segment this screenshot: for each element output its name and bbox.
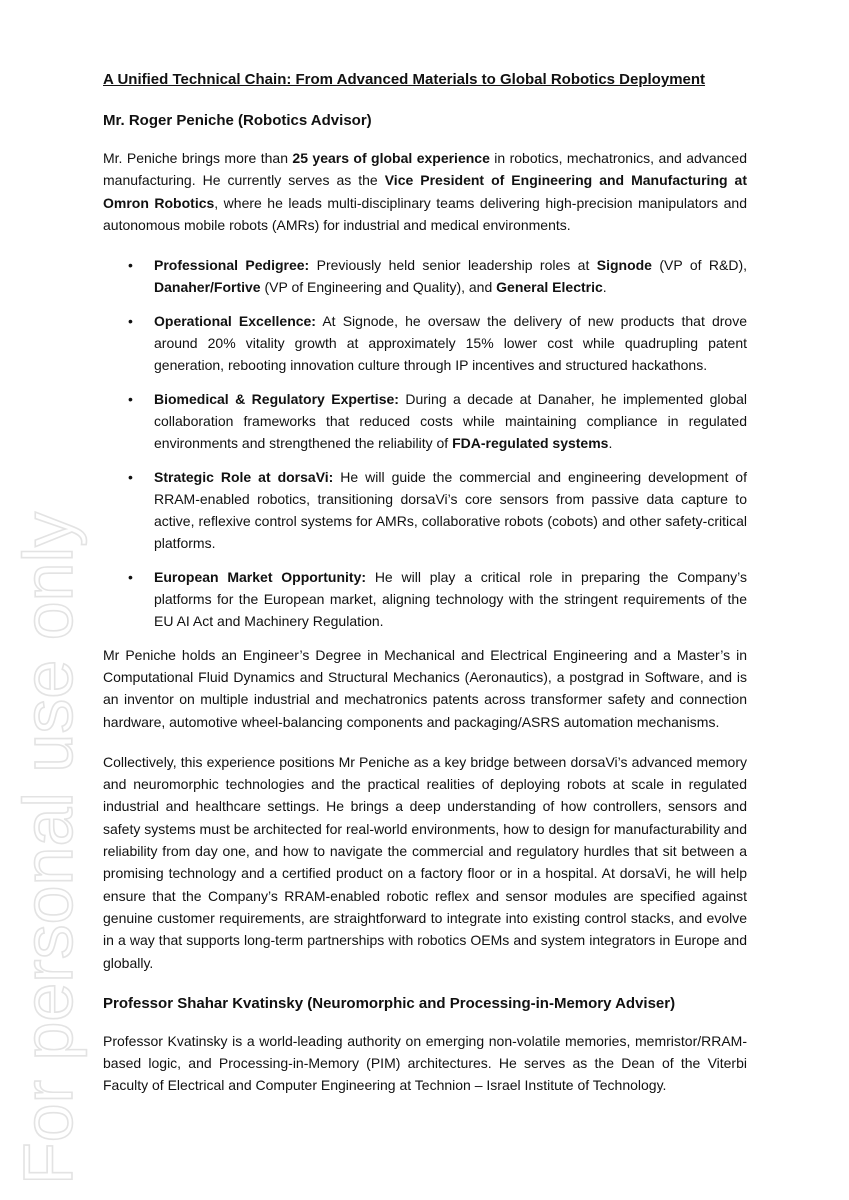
text-run: . xyxy=(602,279,607,296)
bullet-icon: • xyxy=(128,390,133,407)
section-heading-kvatinsky: Professor Shahar Kvatinsky (Neuromorphic and Processing-in-Memory Adviser) xyxy=(103,994,676,1012)
bullet-text xyxy=(154,569,747,630)
peniche-summary-paragraph: Collectively, this experience positions Mr Peniche as a key bridge between dorsaVi’s advanced memory and neuromorphic technologies and the practical realities of deploying robots at scale in regulated industrial and healthcare settings. He brings a deep understanding of how controllers, sensors and safety systems must be architected for real-world environments, how to design for manufacturability and reliability from day one, and how to navigate the commercial and regulatory hurdles that sit between a promising technology and a certified product on a factory floor or in a hospital. At dorsaVi, he will help ensure that the Company’s RRAM-enabled robotic reflex and sensor modules are specified against genuine customer requirements, are straightforward to integrate into existing control stacks, and evolve in a way that supports long-term partnerships with robotics OEMs and system integrators in Europe and globally. xyxy=(103,753,747,971)
document-title: A Unified Technical Chain: From Advanced Materials to Global Robotics Deployment xyxy=(103,71,706,88)
text-run: , where he leads multi-disciplinary teams delivering high-precision manipulators and autonomous mobile robots (AMRs) for industrial and medical environments. xyxy=(103,194,747,233)
list-item xyxy=(103,254,747,299)
bullet-text xyxy=(154,257,747,295)
bold-text-run: 25 years of global experience xyxy=(292,150,490,166)
list-item xyxy=(103,466,747,555)
bullet-icon: • xyxy=(128,312,133,329)
kvatinsky-intro-paragraph: Professor Kvatinsky is a world-leading authority on emerging non-volatile memories, memristor/RRAM-based logic, and Processing-in-Memory (PIM) architectures. He serves as the Dean of the Viterbi Faculty of Electrical and Computer Engineering at Technion – Israel Institute of Technology. xyxy=(103,1032,747,1094)
bold-text-run: Operational Excellence: xyxy=(154,312,316,329)
text-run: During a decade at Danaher, he implemented global collaboration frameworks that reduced costs while maintaining compliance in regulated environments and strengthened the reliability of xyxy=(154,390,747,452)
bold-text-run: Strategic Role at dorsaVi: xyxy=(154,468,334,485)
bullet-text xyxy=(154,313,747,374)
bullet-icon: • xyxy=(128,568,133,585)
bold-text-run: Danaher/Fortive xyxy=(154,279,261,296)
text-run: . xyxy=(608,435,613,452)
text-run: (VP of R&D), xyxy=(651,257,748,274)
bold-text-run: European Market Opportunity: xyxy=(154,568,367,585)
bold-text-run: Professional Pedigree: xyxy=(154,257,310,274)
section-heading-peniche: Mr. Roger Peniche (Robotics Advisor) xyxy=(103,112,372,129)
watermark-text: For personal use only xyxy=(9,511,87,1185)
text-run: in robotics, mechatronics, and advanced manufacturing. He currently serves as the xyxy=(103,150,747,189)
bold-text-run: Biomedical & Regulatory Expertise: xyxy=(154,390,399,407)
peniche-intro-paragraph xyxy=(103,147,747,236)
document-page xyxy=(103,68,747,1115)
peniche-bullet-list xyxy=(103,254,747,632)
list-item xyxy=(103,566,747,633)
text-run: He will guide the commercial and engineering development of RRAM-enabled robotics, transitioning dorsaVi’s core sensors from passive data capture to active, reflexive control systems for AMRs, collaborative robots (cobots) and other safety-critical platforms. xyxy=(154,468,747,552)
bullet-text xyxy=(154,469,747,552)
text-run: (VP of Engineering and Quality), and xyxy=(260,279,497,296)
text-run: He will play a critical role in preparing the Company’s platforms for the European market, aligning technology with the stringent requirements of the EU AI Act and Machinery Regulation. xyxy=(154,568,747,630)
bullet-text xyxy=(154,391,747,452)
text-run: Previously held senior leadership roles at xyxy=(309,257,597,274)
text-run: At Signode, he oversaw the delivery of new products that drove around 20% vitality growth at approximately 15% lower cost while quadrupling patent generation, rebooting innovation culture through IP incentives and structured hackathons. xyxy=(154,312,748,374)
bullet-icon: • xyxy=(128,257,133,274)
bold-text-run: General Electric xyxy=(496,279,603,296)
peniche-qualifications-paragraph: Mr Peniche holds an Engineer’s Degree in Mechanical and Electrical Engineering and a Master’s in Computational Fluid Dynamics and Structural Mechanics (Aeronautics), a postgrad in Software, and is an inventor on multiple industrial and mechatronics patents across transformer safety and connection hardware, automotive wheel-balancing components and packaging/ASRS automation mechanisms. xyxy=(103,646,747,730)
bullet-icon: • xyxy=(128,468,133,485)
list-item xyxy=(103,388,747,455)
bold-text-run: Signode xyxy=(596,257,652,274)
bold-text-run: FDA-regulated systems xyxy=(452,435,609,452)
bold-text-run: Vice President of Engineering and Manufacturing at Omron Robotics xyxy=(103,172,747,211)
text-run: Mr. Peniche brings more than xyxy=(103,150,293,166)
list-item xyxy=(103,310,747,377)
